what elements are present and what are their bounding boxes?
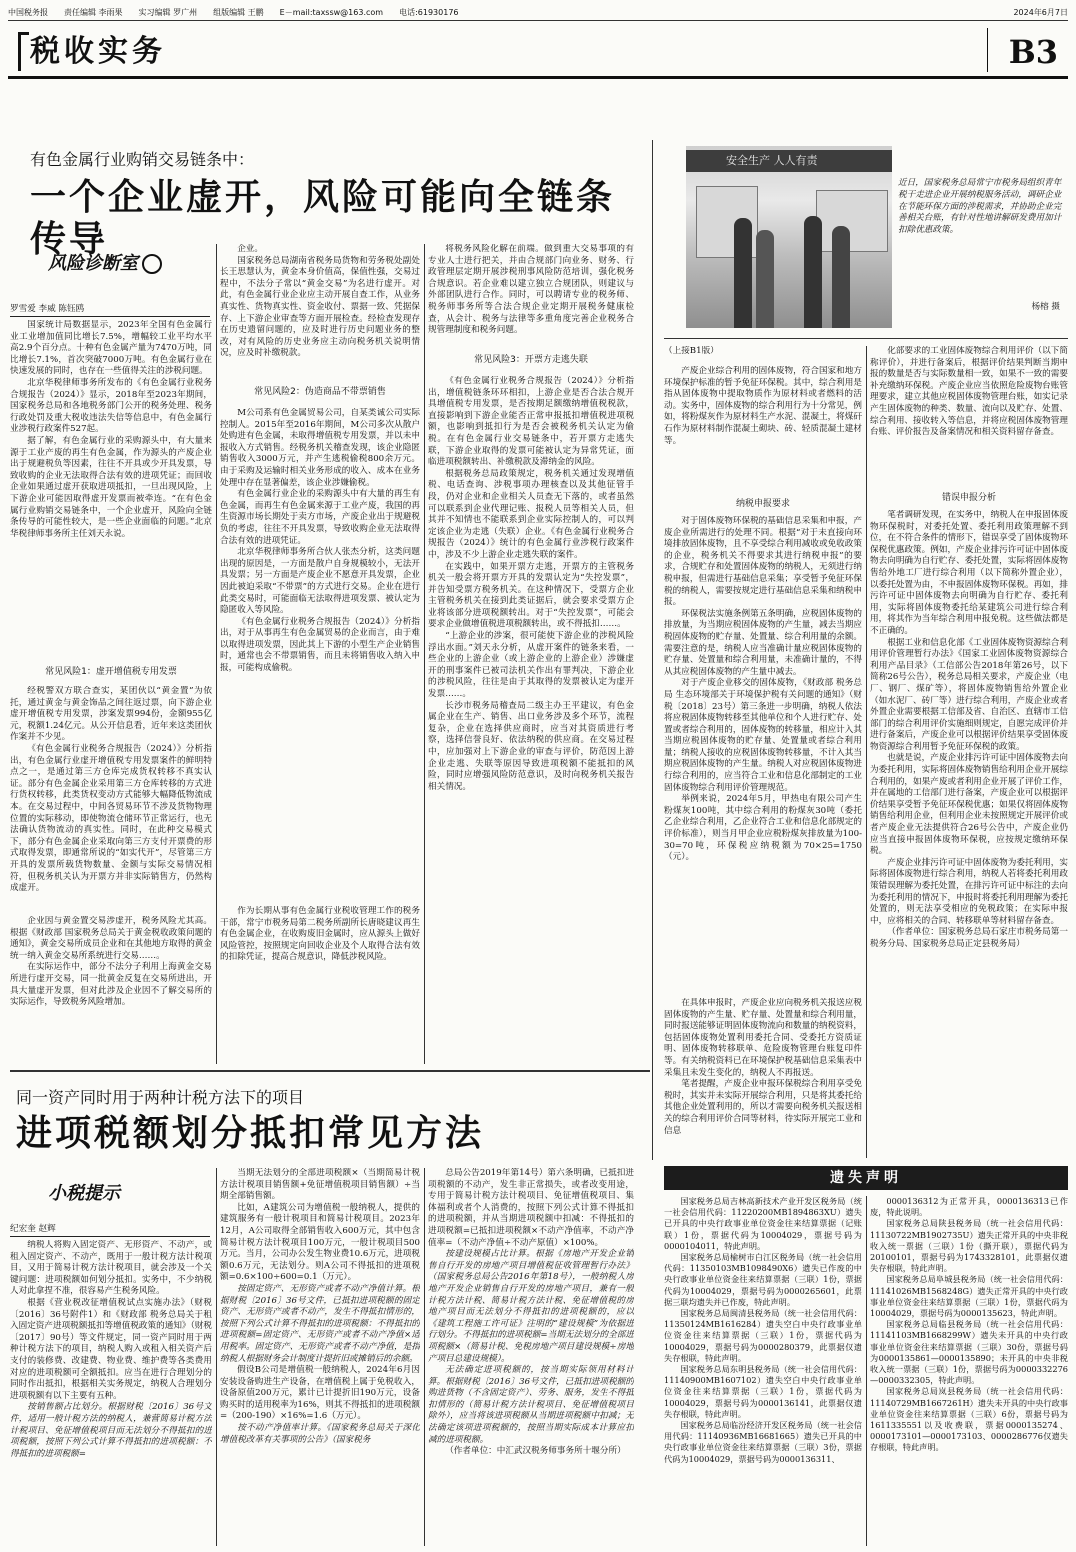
paper-name: 中国税务报 — [8, 8, 48, 18]
section-divider — [652, 140, 653, 1160]
article1-kicker: 有色金属行业购销交易链条中： — [30, 150, 255, 169]
paragraph: 据了解，有色金属行业的采购源头中，有大量来源于工业产废的再生有色金属，作为源头的产废企业出于规避税负等因素，往往不开具或少开具发票，导致收购的企业无法取得合法有效的进项凭证；而回收企业如果通过虚开获取进项抵扣，一旦出现风险，上下游企业可能因取得虚开发票而被牵连。“在有色金属行业购销交易链条中，一个企业虚开，风险向全链条传导的可能性较大，是一些企业面临的问题。”北京华税律师事务所主任刘天永说。 — [10, 435, 212, 539]
article1-subhead-2: 常见风险2：伪造商品不带票销售 — [254, 387, 386, 397]
article2-column-1 — [10, 1240, 212, 1546]
paragraph: 比如，A建筑公司为增值税一般纳税人，提供的建筑服务有一般计税项目和简易计税项目。2023年12月，A公司取得全部销售收入600万元，其中包含简易计税方法计税项目100万元，一般计税项目500万元。当月，公司办公发生物业费10.6万元，进项税额0.6万元，无法划分。则A公司不得抵扣的进项税额=0.6×100÷600=0.1（万元）。 — [220, 1202, 420, 1283]
paragraph: 在实际运作中，部分不法分子利用上海黄金交易所进行虚开交易，同一批黄金反复在交易所进出，开具大量虚开发票，但对此涉及企业因不了解交易所的实际运作，导致税务风险增加。 — [10, 962, 212, 1008]
photo-person — [804, 216, 822, 328]
photo-caption: 近日，国家税务总局常宁市税务局组织青年税干走进企业开展纳税服务活动，调研企业在节能环保方面的涉税需求，并协助企业完善相关台账，有针对性地讲解研发费用加计扣除优惠政策。 — [898, 178, 1062, 236]
column-rule — [424, 244, 425, 1064]
notice-item: 0000136312为正常开具，0000136313已作废，特此说明。 — [870, 1196, 1068, 1218]
paragraph: 根据《营业税改征增值税试点实施办法》（财税〔2016〕36号附件1）和《财政部 税务总局关于租入固定资产进项税额抵扣等增值税政策的通知》（财税〔2017〕90号）等文件规定，同一资产同时用于两种计税方法下的项目，纳税人购入或租入相关资产后支付的装修费、改建费、物业费、维护费等各类费用对应的进项税额可全额抵扣。应当在进行合理划分的同时作出抵扣，根据相关实务规定，纳税人合理划分进项税额有以下主要有五种。 — [10, 1297, 212, 1401]
paragraph: 假设B公司是增值税一般纳税人，2024年6月因安装设备购进生产设备，在增值税上属于免税收入，设备原值200万元，累计已计提折旧190万元，设备购买时的适用税率为16%，则其不得抵扣的进项税额=（200-190）×16%=1.6（万元）。 — [220, 1365, 420, 1422]
column-rule — [866, 346, 867, 1158]
continued-column-1b — [664, 516, 862, 996]
paragraph: 北京华税律师事务所发布的《有色金属行业税务合规报告（2024）》显示，2018年至2023年期间，国家税务总局和各地税务部门公开的税务处理、税务行政处罚及重大税收违法失信等信息中，有色金属行业涉税行政案件527起。 — [10, 377, 212, 435]
phone: 电话:61930176 — [399, 8, 459, 18]
notice-item: 国家税务总局榆树市白江区税务局（统一社会信用代码：11350103MB1098490X6）遗失已作废的中央行政事业单位资金往来结算票据（三联）1份，票据代码为10004029，票据号码为0000265601，此票据三联均遗失并已作废，特此声明。 — [664, 1252, 862, 1307]
article1-column-1 — [10, 320, 212, 660]
paragraph: 产废企业排污许可证中固体废物为委托利用，实际将固体废物进行综合利用，纳税人若将委托利用政策错误理解为委托处置，在排污许可证中标注的去向为委托利用的情况下，申报时将委托利用理解为委托处置的，则无法享受相应的免税政策；在实际申报中，应将相关的合同、转移联单等材料留存备查。 — [870, 857, 1068, 926]
article-divider — [10, 1070, 650, 1072]
continued-subhead-2: 错误申报分析 — [941, 493, 996, 503]
paragraph: 产废企业综合利用的固体废物，符合国家和地方环境保护标准的暂予免征环保税。其中，综合利用是指从固体废物中提取物质作为原材料或者燃料的活动。实务中，固体废物的综合利用行为十分常见，例如，将粉煤灰作为原材料生产水泥、混凝土，将煤矸石作为原材料制作混凝土砌块、砖、轻质混凝土建材等。 — [664, 366, 862, 446]
article1-column-2b — [220, 408, 420, 902]
paragraph: 按销售额占比划分。根据财税〔2016〕36号文件，适用一般计税方法的纳税人，兼营简易计税方法计税项目、免征增值税项目而无法划分不得抵扣的进项税额，按照下列公式计算不得抵扣的进项税额：不得抵扣的进项税额= — [10, 1402, 212, 1459]
paragraph: 根据工业和信息化部《工业固体废物资源综合利用评价管理暂行办法》《国家工业固体废物资源综合利用产品目录》（工信部公告2018年第26号，以下简称26号公告），税务总局相关要求，产废企业（电厂、钢厂、煤矿等），将固体废物销售给外置企业（如水泥厂、砖厂等）进行综合利用，产废企业或者外置企业需要根据工信部及省、自治区、直辖市工信部门的综合利用评价实施细则规定，自愿完成评价并进行备案后，产废企业可以根据评价结果享受固体废物资源综合利用暂予免征环保税的政策。 — [870, 637, 1068, 752]
paragraph: 有色金属行业企业的采购源头中有大量的再生有色金属，而再生有色金属来源于工业产废，我国的再生资源市场长期处于卖方市场，产废企业出于规避税负的考虑，往往不开具发票，导致收购企业无法取得合法有效的进项凭证。 — [220, 489, 420, 546]
masthead — [8, 6, 1068, 21]
column-label-risk-clinic: 风险诊断室 — [48, 252, 198, 276]
paragraph: 无法确定进项税额的，按当期实际领用材料计算。根据财税〔2016〕36号文件，已抵扣进项税额的购进货物（不含固定资产）、劳务、服务，发生不得抵扣情形的（简易计税方法计税项目、免征增值税项目除外），应当将该进项税额从当期进项税额中扣减；无法确定该项进项税额的，按照当期实际成本计算应扣减的进项税额。 — [428, 1365, 634, 1445]
paragraph: 北京华税律师事务所合伙人张杰分析，这类问题出现的原因是，一方面是散户自身规模较小，无法开具发票；另一方面是产废企业不愿意开具发票，企业因此被迫采取“不带票”的方式进行交易。企业在进行此类交易时，可能面临无法取得进项发票、被认定为隐匿收入等风险。 — [220, 547, 420, 616]
notice-item: 国家税务总局吉林高新技术产业开发区税务局（统一社会信用代码：11220200MB1894863XU）遗失已开具的中央行政事业单位资金往来结算票据（记账联）1份，票据代码为10004029，票据号码为0000104011，特此声明。 — [664, 1196, 862, 1251]
paragraph: 当期无法划分的全部进项税额×（当期简易计税方法计税项目销售额+免征增值税项目销售额）÷当期全部销售额。 — [220, 1168, 420, 1202]
paragraph: 在实践中，如果开票方走逃，开票方的主管税务机关一般会将开票方开具的发票认定为“失控发票”，并告知受票方税务机关。在这种情况下，受票方企业主管税务机关在接到此类证据后，就会要求受票方企业将该部分进项税额转出。对于“失控发票”，可能会要求企业做增值税进项税额转出，或不得抵扣……。 — [428, 561, 634, 630]
author-affiliation: （作者单位：国家税务总局石家庄市税务局第一税务分局、国家税务总局正定县税务局） — [870, 927, 1068, 949]
article2-headline: 进项税额划分抵扣常见方法 — [16, 1112, 485, 1154]
column-rule — [424, 1168, 425, 1546]
article1-column-1b — [10, 686, 212, 914]
notice-item: 国家税务总局临汾经济开发区税务局（统一社会信用代码：11140936MB16681665）遗失已开具的中央行政事业单位资金往来结算票据（三联）3份，票据代码为10004029，票据号码为0000136311、 — [664, 1420, 862, 1464]
notice-item: 国家税务总局临县税务局（统一社会信用代码：11141103MB1668299W）遗失未开具的中央行政事业单位资金往来结算票据（三联）30份，票据号码为0000135861—0000135890；未开具的中央非税收入统一票据（三联）1份，票据号码为0000332276—0000332305，特此声明。 — [870, 1319, 1068, 1386]
paragraph: 《有色金属行业税务合规报告（2024）》分析指出，对于从事再生有色金属贸易的企业而言，由于难以取得进项发票，因此其上下游的小型生产企业销售时，通常也会不带票销售，而且未将销售收入纳入申报，可能构成偷税。 — [220, 616, 420, 674]
article1-column-2 — [220, 244, 420, 376]
notice-title: 遗失声明 — [664, 1166, 1068, 1190]
continued-column-2b — [870, 510, 1068, 1158]
designer-credit: 组版编辑 王鹏 — [213, 8, 264, 18]
page-number: B3 — [1008, 33, 1058, 71]
notice-item: 国家税务总局岚县税务局（统一社会信用代码：11140729MB1667261H）遗失未开具的中央行政事业单位资金往来结算票据（三联）6份，票据号码为1611335551以及收费联，票据0000135274、0000173101—0000173103、0000286776仅遗失存根联，特此声明。 — [870, 1386, 1068, 1453]
photo-person — [832, 226, 850, 328]
continued-subhead-1: 纳税申报要求 — [735, 499, 790, 509]
paragraph: 《有色金属行业税务合规报告（2024）》分析指出，有色金属行业虚开增值税专用发票案件的鲜明特点之一，是通过第三方仓库完成货权转移不真实认证。部分有色金属企业采用第三方仓库转移的方式进行货权转移，此类货权变动方式能够大幅降低物流成本。在交易过程中，中间各贸易环节不涉及货物物理位置的实际移动，即使物流仓储环节正常运行，也无法确认货物流动的真实性。同时，在此种交易模式下，部分有色金属企业采取向第三方支付开票费的形式取得发票，即通常所说的“如实代开”，尽管第三方开具的发票所载货物数量、金额与实际交易情况相符，但税务机关认为开票方并非实际销售方，仍然构成虚开。 — [10, 743, 212, 894]
paragraph: 笔者提醒，产废企业申报环保税综合利用享受免税时，其实并未实际开展综合利用，只是将其委托给其他企业处置利用的，所以才需要向税务机关报送相关的综合利用评价合同等材料，待实际开展完工业和信息 — [664, 1079, 862, 1136]
paragraph: 在具体申报时，产废企业应向税务机关报送应税固体废物的产生量、贮存量、处置量和综合利用量，同时报送能够证明固体废物流向和数量的纳税资料，包括固体废物处置利用委托合同、受委托方资质证明、固体废物转移联单、危险废物管理台账复印件等。有关纳税资料已在环境保护税基础信息采集表中采集且未发生变化的，纳税人不再报送。 — [664, 998, 862, 1078]
paragraph: 长沙市税务局稽查局二级主办王平建议，有色金属企业在生产、销售、出口业务涉及多个环节，流程复杂，企业在选择供应商时，应当对其资质进行考察，选择信誉良好、依法纳税的供应商。在交易过程中，应加强对上下游企业的审查与评价，防范因上游企业走逃、失联等原因导致进项税额不能抵扣的风险，同时应增强风险防范意识，及时向税务机关报告相关情况。 — [428, 700, 634, 792]
notice-item: 国家税务总局闽清县税务局（统一社会信用代码：11350124MB1616284）遗失空白中央行政事业单位资金往来结算票据（三联）1份，票据代码为10004029，票据号码为0000280379，此票据仅遗失存根联，特此声明。 — [664, 1308, 862, 1363]
jump-line: （上接B1版） — [664, 346, 719, 356]
intern-credit: 实习编辑 罗广州 — [138, 8, 198, 18]
article2-byline: 纪宏奎 赵辉 — [10, 1224, 210, 1237]
paragraph: 经税警双方联合查实，某团伙以“黄金置”为依托，通过黄金与黄金饰品之间往返过票，向下游企业虚开增值税专用发票，涉案发票994份，金额955亿元，税额1.24亿元。从公开信息看，近年来这类团伙作案并不少见。 — [10, 686, 212, 743]
section-header — [8, 26, 1068, 79]
photo-person — [756, 230, 774, 328]
paragraph: 国家税务总局湖南省税务局货物和劳务税处副处长王思慧认为，黄金本身价值高，保值性强，交易过程中，不法分子常以“黄金交易”为名进行虚开。对此，有色金属行业企业应主动开展自查工作，从业务真实性、货物真实性、资金收付、票据一致、凭据保存、上下游企业审查等方面开展检查。经检查发现存在历史遗留问题的，应及时进行历史问题业务的整改，对有风险的历史业务应主动向税务机关说明情况，应及时补缴税款。 — [220, 255, 420, 359]
continued-column-1 — [664, 366, 862, 490]
paragraph: 作为长期从事有色金属行业税收管理工作的税务干部，常宁市税务局第二税务所副所长唐晓建议再生有色金属企业，在收购废旧金属时，应从源头上做好风险管控，按照规定向回收企业及个人取得合法有效的扣除凭证，提高合规意识，降低涉税风险。 — [220, 906, 420, 963]
section-name: 税收实务 — [30, 34, 166, 69]
article1-column-3 — [428, 244, 634, 348]
email: E－mail:taxssw@163.com — [279, 8, 384, 18]
continued-column-1c — [664, 998, 862, 1158]
author-affiliation: （作者单位：中汇武汉税务师事务所十堰分所） — [445, 1446, 626, 1457]
paragraph: 化部要求的工业固体废物综合利用评价（以下简称评价），并进行备案后，根据评价结果判断当期申报的数量是否与实际数量相一致，如果不一致的需要补充缴纳环保税。产废企业应当依照危险废物台账管理要求，建立其他应税固体废物管理台账，如实记录产生固体废物的种类、数量、流向以及贮存、处置、综合利用、接收转入等信息，并将应税固体废物管理台账、评价报告及备案情况和相关资料留存备查。 — [870, 346, 1068, 438]
bracket-ornament — [18, 32, 29, 71]
paragraph: M公司系有色金属贸易公司，自某类诚公司实际控制人。2015年至2016年期间，M公司多次从散户处购进有色金属，未取得增值税专用发票，并以未申报收入方式销售。经税务机关稽查发现，该企业隐匿销售收入3000万元，并产生逃税偷税800余万元。由于采购及运输时相关业务形成的收入、成本在业务处理中存在显著偏差，该企业涉嫌偷税。 — [220, 408, 420, 488]
paragraph: 对于固体废物环保税的基础信息采集和申报，产废企业所需进行的处理不同。根据“对于未直接向环境排放固体废物，且不享受综合利用减收或免收政策的企业，税务机关不得要求其进行纳税申报”的要求，合规贮存和处置固体废物的纳税人，无须进行纳税申报，但需进行基础信息采集；享受暂予免征环保税的纳税人，需要按规定进行基础信息采集和纳税申报。 — [664, 516, 862, 608]
news-photo — [686, 146, 892, 328]
notice-item: 国家税务总局陕县税务局（统一社会信用代码：11130722MB1902735U）遗失正常开具的中央非税收入统一票据（三联）1份（撕开联），票据代码为20100101，票据号码为1743328101，此票据仅遗失存根联，特此声明。 — [870, 1218, 1068, 1274]
column-rule — [216, 244, 217, 1064]
editor-credit: 责任编辑 李雨果 — [64, 8, 123, 18]
article1-column-3b — [428, 376, 634, 1062]
paragraph: 将税务风险化解在前端。做到重大交易事项的有专业人士进行把关，并由合规部门向业务、财务、行政管理层定期开展涉税刑事风险防范培训，强化税务合规意识。若企业难以建立独立合规团队，则建议与外部团队进行合作。同时，可以聘请专业的税务师、税务师事务所等合法合规企业定期开展税务健康检查，从会计、税务与法律等多重角度完善企业税务合规管理制度和税务问题。 — [428, 244, 634, 336]
paragraph: 对于产废企业移交的固体废物，《财政部 税务总局 生态环境部关于环境保护税有关问题的通知》（财税〔2018〕23号）第三条进一步明确，纳税人依法将应税固体废物转移至其他单位和个人进行贮存、处置或者综合利用的，固体废物的转移量，相应计入其当期应税固体废物的贮存量、处置量或者综合利用量；纳税人接收的应税固体废物转移量，不计入其当期应税固体废物的产生量。纳税人对应税固体废物进行综合利用的，应当符合工业和信息化部制定的工业固体废物综合利用评价管理规范。 — [664, 678, 862, 793]
paragraph: 企业因与黄金置交易涉虚开，税务风险尤其高。根据《财政部 国家税务总局关于黄金税收政策问题的通知》，黄金交易所成员企业和在其他地方取得的黄金统一纳入黄金交易所系统进行交易……。 — [10, 916, 212, 961]
notice-column-1 — [664, 1196, 862, 1546]
article1-column-2c — [220, 906, 420, 1062]
paragraph: 总局公告2019年第14号）第六条明确，已抵扣进项税额的不动产，发生非正常损失，或者改变用途，专用于简易计税方法计税项目、免征增值税项目、集体福利或者个人消费的，按照下列公式计算不得抵扣的进项税额，并从当期进项税额中扣减：不得抵扣的进项税额=已抵扣进项税额×不动产净值率，不动产净值率=（不动产净值÷不动产原值）×100%。 — [428, 1168, 634, 1248]
article1-headline: 一个企业虚开，风险可能向全链条传导 — [30, 176, 616, 260]
paragraph: 《有色金属行业税务合规报告（2024）》分析指出，增值税链条环环相扣，上游企业是否合法合规开具增值税专用发票，是否按期足额缴纳增值税税款，直接影响到下游企业能否正常申报抵扣增值税进项税额，也影响到抵扣行为是否会被税务机关认定为偷税。在有色金属行业交易链条中，若开票方走逃失联，下游企业取得的发票可能被认定为异常凭证，面临进项税额转出、补缴税款及滞纳金的风险。 — [428, 376, 634, 468]
paragraph: 纳税人将购入固定资产、无形资产、不动产，或租入固定资产、不动产，既用于一般计税方法计税项目，又用于简易计税方法计税项目，就会涉及一个关键问题：进项税额如何划分抵扣。实务中，不少纳税人对此拿捏不准，很容易产生税务风险。 — [10, 1240, 212, 1297]
notice-item: 国家税务总局东明县税务局（统一社会信用代码：11140900MB1607102）遗失空白中央行政事业单位资金往来结算票据（三联）1份，票据代码为10004029，票据号码为0000136141，此票据仅遗失存根联，特此声明。 — [664, 1364, 862, 1419]
photo-rule — [664, 338, 1068, 339]
paragraph: 国家统计局数据显示，2023年全国有色金属行业工业增加值同比增长7.5%，增幅较工业平均水平高2.9个百分点。十种有色金属产量为7470万吨，同比增长7.1%，首次突破7000万吨。有色金属行业在快速发展的同时，也存在一些值得关注的涉税问题。 — [10, 320, 212, 377]
photo-credit: 杨榕 摄 — [1031, 302, 1060, 312]
notice-item: 国家税务总局阜城县税务局（统一社会信用代码：11141026MB1568248G）遗失正常开具的中央行政事业单位资金往来结算票据（三联）1份，票据代码为10004029，票据号码为0000135623，特此声明。 — [870, 1274, 1068, 1319]
column-rule — [216, 1168, 217, 1546]
article2-column-2 — [220, 1168, 420, 1546]
article1-subhead-1: 常见风险1：虚开增值税专用发票 — [45, 667, 177, 677]
photo-person — [734, 218, 752, 328]
paragraph: 笔者调研发现，在实务中，纳税人在申报固体废物环保税时，对委托处置、委托利用政策理解不到位，在不符合条件的情形下，错误享受了固体废物环保税优惠政策。例如，产废企业排污许可证中固体废物去向明确为自行贮存、委托处置，实际将固体废物售给外地工厂进行综合利用（以下简称外置企业），以委托处置为由，不申报固体废物环保税。再如，排污许可证中固体废物去向明确为自行贮存、委托利用，实际将固体废物委托给某建筑公司进行综合利用，将其作为当年综合利用申报免税。这些做法都是不正确的。 — [870, 510, 1068, 636]
paragraph: 也就是说，产废企业排污许可证中固体废物去向为委托利用，实际将固体废物销售给利用企业开展综合利用的，如果产废或者利用企业开展了评价工作，并在属地的工信部门进行备案，产废企业可以根据评价结果享受暂予免征环保税优惠；如果仅将固体废物销售给利用企业，但利用企业未按照规定开展评价或者产废企业无法提供符合26号公告中，产废企业仍应当直接申报固体废物环保税，应按规定缴纳环保税。 — [870, 753, 1068, 857]
continued-column-2 — [870, 346, 1068, 484]
notice-column-2 — [870, 1196, 1068, 1546]
magnifier-icon — [142, 254, 162, 274]
article1-byline: 罗雪爱 李威 陈钰鸥 — [10, 304, 210, 317]
paragraph: 按建设规模占比计算。根据《房地产开发企业销售自行开发的房地产项目增值税征收管理暂行办法》（国家税务总局公告2016年第18号），一般纳税人房地产开发企业销售自行开发的房地产项目，兼有一般计税方法计税、简易计税方法计税、免征增值税的房地产项目而无法划分不得抵扣的进项税额的，应以《建筑工程施工许可证》注明的“建设规模”为依据进行划分。不得抵扣的进项税额=当期无法划分的全部进项税额×（简易计税、免税房地产项目建设规模÷房地产项目总建设规模）。 — [428, 1249, 634, 1364]
paragraph: 根据税务总局政策规定，税务机关通过发现增值税、电话查询、涉税事项办理核查以及其他征管手段，仍对企业和企业相关人员查无下落的，或者虽然可以联系到企业代理记账、报税人员等相关人员，但其并不知情也不能联系到企业实际控制人的，可以判定该企业为走逃（失联）企业。《有色金属行业税务合规报告（2024）》统计的有色金属行业涉税行政案件中，涉及不少上游企业走逃失联的案件。 — [428, 468, 634, 560]
photo-banner-text: 安全生产 人人有责 — [686, 150, 892, 172]
paragraph: 环保税法实施条例第五条明确，应税固体废物的排放量，为当期应税固体废物的产生量，减去当期应税固体废物的贮存量、处置量、综合利用量的余额。需要注意的是，纳税人应当准确计量应税固体废物的贮存量、处置量和综合利用量，未准确计量的，不得从其应税固体废物的产生量中减去。 — [664, 608, 862, 677]
paragraph: 按不动产净值率计算。《国家税务总局关于深化增值税改革有关事项的公告》（国家税务 — [220, 1423, 420, 1445]
article1-subhead-3: 常见风险3：开票方走逃失联 — [474, 355, 588, 365]
issue-date: 2024年6月7日 — [1013, 8, 1068, 18]
column-label-tax-tip: 小税提示 — [48, 1183, 120, 1204]
article2-kicker: 同一资产同时用于两种计税方法下的项目 — [16, 1088, 305, 1107]
paragraph: 按固定资产、无形资产或者不动产净值计算。根据财税〔2016〕36号文件，已抵扣进项税额的固定资产、无形资产或者不动产，发生不得抵扣情形的，按照下列公式计算不得抵扣的进项税额：不得抵扣的进项税额=固定资产、无形资产或者不动产净值×适用税率。固定资产、无形资产或者不动产净值，是指纳税人根据财务会计制度计提折旧或摊销后的余额。 — [220, 1283, 420, 1364]
paragraph: 企业。 — [237, 244, 263, 254]
article1-column-1c — [10, 916, 212, 1062]
photo-shelf — [816, 190, 888, 252]
paragraph: “上游企业的涉案，很可能使下游企业的涉税风险浮出水面。”刘天永分析，从虚开案件的链条来看，一些企业的上游企业（或上游企业的上游企业）涉嫌虚开的刑事案件已被司法机关作出有罪判决，下游企业的涉税风险，往往是由于其取得的发票被认定为虚开发票……。 — [428, 631, 634, 700]
article2-column-3 — [428, 1168, 634, 1546]
paragraph: 举例来说，2024年5月，甲热电有限公司产生粉煤灰100吨，其中综合利用的粉煤灰30吨（委托乙企业综合利用，乙企业符合工业和信息化部规定的评价标准），则当月甲企业应税粉煤灰排放量为100-30=70吨，环保税应纳税额为70×25=1750（元）。 — [664, 794, 862, 863]
column-rule — [866, 1196, 867, 1546]
